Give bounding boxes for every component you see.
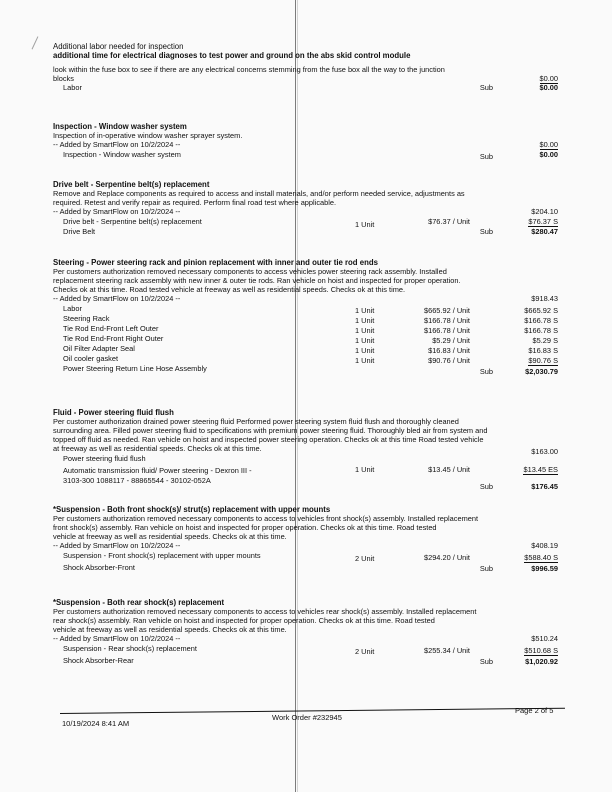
section-description-continued: front shock(s) assembly. Ran vehicle on hoist and inspected for proper operation. Checks ok at this time. Road tested — [53, 523, 437, 532]
section-description: Per customers authorization removed necessary components to access to vehicles front shock(s) assembly. Installed replacement — [53, 514, 479, 523]
item-amount: $665.92 S — [524, 306, 558, 315]
section-description-continued: at freeway as well as residential speeds. Checks ok at this time. — [53, 444, 262, 453]
subtotal-amount: $2,030.79 — [525, 367, 558, 376]
item-unit-price: $90.76 / Unit — [428, 356, 470, 365]
item-label: Labor — [63, 304, 82, 313]
line-item — [53, 227, 558, 237]
labor-amount: $408.19 — [531, 541, 558, 550]
line-item — [53, 364, 558, 374]
footer-work-order: Work Order #232945 — [272, 713, 342, 722]
part-unit-price: $76.37 / Unit — [428, 217, 470, 226]
section-title: Drive belt - Serpentine belt(s) replacement — [53, 180, 210, 189]
section-rear-shocks — [53, 598, 558, 664]
subtotal-amount: $280.47 — [531, 227, 558, 236]
added-by-note: -- Added by SmartFlow on 10/2/2024 -- — [53, 634, 181, 643]
section-description-continued: vehicle at freeway as well as residential speeds. Checks ok at this time. — [53, 532, 287, 541]
part-unit-price: $255.34 / Unit — [423, 646, 470, 655]
section-description: Per customers authorization removed necessary components to access to vehicles rear shock(s) assembly. Installed replacement — [53, 607, 477, 616]
part-label: Drive Belt — [63, 227, 96, 236]
labor-amount: $918.43 — [531, 294, 558, 303]
line-item — [53, 140, 558, 150]
labor-amount: $510.24 — [531, 634, 558, 643]
item-unit-price: $166.78 / Unit — [423, 326, 470, 335]
section-description-continued: Checks ok at this time. Road tested vehicle at freeway as well as residential speeds. Checks ok at this time. — [53, 285, 406, 294]
line-item — [53, 541, 558, 551]
section-title: Additional labor needed for inspection — [53, 42, 184, 51]
item-quantity: 1 Unit — [355, 316, 375, 325]
subtotal-amount: $0.00 — [539, 150, 558, 159]
subtotal-amount: $176.45 — [531, 482, 558, 491]
section-description: Remove and Replace components as required to access and install materials, and/or perform needed service, adjustments as — [53, 189, 465, 198]
line-item — [53, 304, 558, 314]
section-description-continued: required. Retest and verify repair as required. Perform final road test where applicable. — [53, 198, 337, 207]
labor-label: Suspension - Rear shock(s) replacement — [63, 644, 197, 653]
subtotal-amount: $0.00 — [539, 83, 558, 92]
section-title: Inspection - Window washer system — [53, 122, 187, 131]
section-description-continued: topped off fluid as needed. Ran vehicle on hoist and inspected power steering operation. Checks ok at this time Road tested vehicle — [53, 435, 484, 444]
item-unit-price: $5.29 / Unit — [432, 336, 470, 345]
subtotal-label: Sub — [479, 564, 493, 573]
part-label: Shock Absorber-Front — [63, 563, 135, 572]
section-description-continued: surrounding area. Filled power steering fluid to specifications with premium power steering fluid. Thoroughly bled air from system and — [53, 426, 488, 435]
line-amount: $0.00 — [539, 74, 558, 83]
line-item — [53, 444, 558, 454]
line-item — [53, 634, 558, 644]
item-label: Power Steering Return Line Hose Assembly — [63, 364, 207, 373]
part-amount: $588.40 S — [524, 553, 558, 562]
item-amount: $5.29 S — [532, 336, 558, 345]
item-amount: $166.78 S — [524, 316, 558, 325]
line-item — [53, 466, 558, 476]
line-item — [53, 561, 558, 571]
section-drive-belt — [53, 180, 558, 237]
part-unit-price: $13.45 / Unit — [428, 465, 470, 474]
item-label: Oil cooler gasket — [63, 354, 119, 363]
section-title: *Suspension - Both front shock(s)/ strut(s) replacement with upper mounts — [53, 505, 331, 514]
labor-label: Drive belt - Serpentine belt(s) replacement — [63, 217, 202, 226]
section-description: Inspection of in-operative window washer sprayer system. — [53, 131, 243, 140]
part-label: Automatic transmission fluid/ Power steering - Dexron III - — [63, 466, 252, 475]
line-item — [53, 207, 558, 217]
part-amount: $76.37 S — [528, 217, 558, 226]
labor-amount: $204.10 — [531, 207, 558, 216]
footer-datetime: 10/19/2024 8:41 AM — [62, 719, 130, 728]
labor-label: Suspension - Front shock(s) replacement with upper mounts — [63, 551, 261, 560]
line-item — [53, 654, 558, 664]
section-description-continued: rear shock(s) assembly. Ran vehicle on hoist and inspected for proper operation. Checks ok at this time. Road tested — [53, 616, 435, 625]
item-quantity: 1 Unit — [355, 356, 375, 365]
subtotal-amount: $1,020.92 — [525, 657, 558, 666]
line-item — [53, 294, 558, 304]
item-quantity: 1 Unit — [355, 306, 375, 315]
part-quantity: 1 Unit — [355, 465, 375, 474]
added-by-note: -- Added by SmartFlow on 10/2/2024 -- — [53, 294, 181, 303]
line-item — [53, 150, 558, 160]
item-quantity: 1 Unit — [355, 346, 375, 355]
section-description-continued: replacement steering rack assembly with new inner & outer tie rods. Ran vehicle on hoist and inspected for proper operation. — [53, 276, 461, 285]
part-label: Shock Absorber-Rear — [63, 656, 134, 665]
item-label: Oil Filter Adapter Seal — [63, 344, 135, 353]
item-quantity: 1 Unit — [355, 326, 375, 335]
item-amount: $166.78 S — [524, 326, 558, 335]
subtotal-label: Sub — [479, 367, 493, 376]
item-amount: $16.83 S — [528, 346, 558, 355]
part-amount: $13.45 ES — [523, 465, 558, 474]
subtotal-amount: $996.59 — [531, 564, 558, 573]
section-description: Per customer authorization drained power steering fluid Performed power steering system fluid flush and thoroughly cleaned — [53, 417, 459, 426]
item-quantity: 1 Unit — [355, 336, 375, 345]
line-item — [53, 83, 558, 93]
section-description: Per customers authorization removed necessary components to access vehicles power steering rack assembly. Installed — [53, 267, 447, 276]
item-unit-price: $16.83 / Unit — [428, 346, 470, 355]
item-amount: $90.76 S — [528, 356, 558, 365]
subtotal-label: Sub — [479, 482, 493, 491]
page-fold-shadow — [297, 0, 298, 792]
part-quantity: 1 Unit — [355, 220, 375, 229]
section-fluid-flush — [53, 408, 558, 491]
page-fold-line — [295, 0, 296, 792]
added-by-note: -- Added by SmartFlow on 10/2/2024 -- — [53, 207, 181, 216]
section-steering — [53, 258, 558, 374]
line-item — [53, 344, 558, 354]
section-additional-labor — [53, 42, 558, 93]
item-label: Steering Rack — [63, 314, 110, 323]
section-note-continued: blocks — [53, 74, 74, 83]
line-item — [53, 324, 558, 334]
line-item — [53, 354, 558, 364]
section-window-washer — [53, 122, 558, 160]
subtotal-label: Sub — [479, 227, 493, 236]
line-item — [53, 314, 558, 324]
labor-label: Power steering fluid flush — [63, 454, 146, 463]
added-by-note: -- Added by SmartFlow on 10/2/2024 -- — [53, 140, 181, 149]
section-subtitle: additional time for electrical diagnoses to test power and ground on the abs skid control module — [53, 51, 411, 60]
line-item — [53, 454, 558, 464]
line-label: Inspection - Window washer system — [63, 150, 181, 159]
subtotal-label: Sub — [479, 83, 493, 92]
line-item — [53, 551, 558, 561]
labor-amount: $163.00 — [531, 447, 558, 456]
scan-mark — [32, 36, 48, 53]
subtotal-label: Sub — [479, 152, 493, 161]
line-item — [53, 644, 558, 654]
section-title: Steering - Power steering rack and pinion replacement with inner and outer tie rod ends — [53, 258, 378, 267]
line-item — [53, 217, 558, 227]
section-note: look within the fuse box to see if there are any electrical concerns stemming from the fuse box all the way to the junction — [53, 65, 445, 74]
item-label: Tie Rod End-Front Right Outer — [63, 334, 164, 343]
line-item — [53, 476, 558, 491]
part-quantity: 2 Unit — [355, 554, 375, 563]
section-title: Fluid - Power steering fluid flush — [53, 408, 174, 417]
line-item — [53, 334, 558, 344]
added-by-note: -- Added by SmartFlow on 10/2/2024 -- — [53, 541, 181, 550]
part-quantity: 2 Unit — [355, 647, 375, 656]
section-description-continued: vehicle at freeway as well as residential speeds. Checks ok at this time. — [53, 625, 287, 634]
part-unit-price: $294.20 / Unit — [423, 553, 470, 562]
part-label-continued: 3103-300 1088117 - 88865544 - 30102-052A — [63, 476, 211, 485]
item-unit-price: $665.92 / Unit — [423, 306, 470, 315]
line-amount: $0.00 — [539, 140, 558, 149]
line-label: Labor — [63, 83, 82, 92]
part-amount: $510.68 S — [524, 646, 558, 655]
section-title: *Suspension - Both rear shock(s) replacement — [53, 598, 225, 607]
subtotal-label: Sub — [479, 657, 493, 666]
item-unit-price: $166.78 / Unit — [423, 316, 470, 325]
section-front-shocks — [53, 505, 558, 571]
footer-page-number: Page 2 of 5 — [515, 706, 554, 715]
item-label: Tie Rod End-Front Left Outer — [63, 324, 159, 333]
